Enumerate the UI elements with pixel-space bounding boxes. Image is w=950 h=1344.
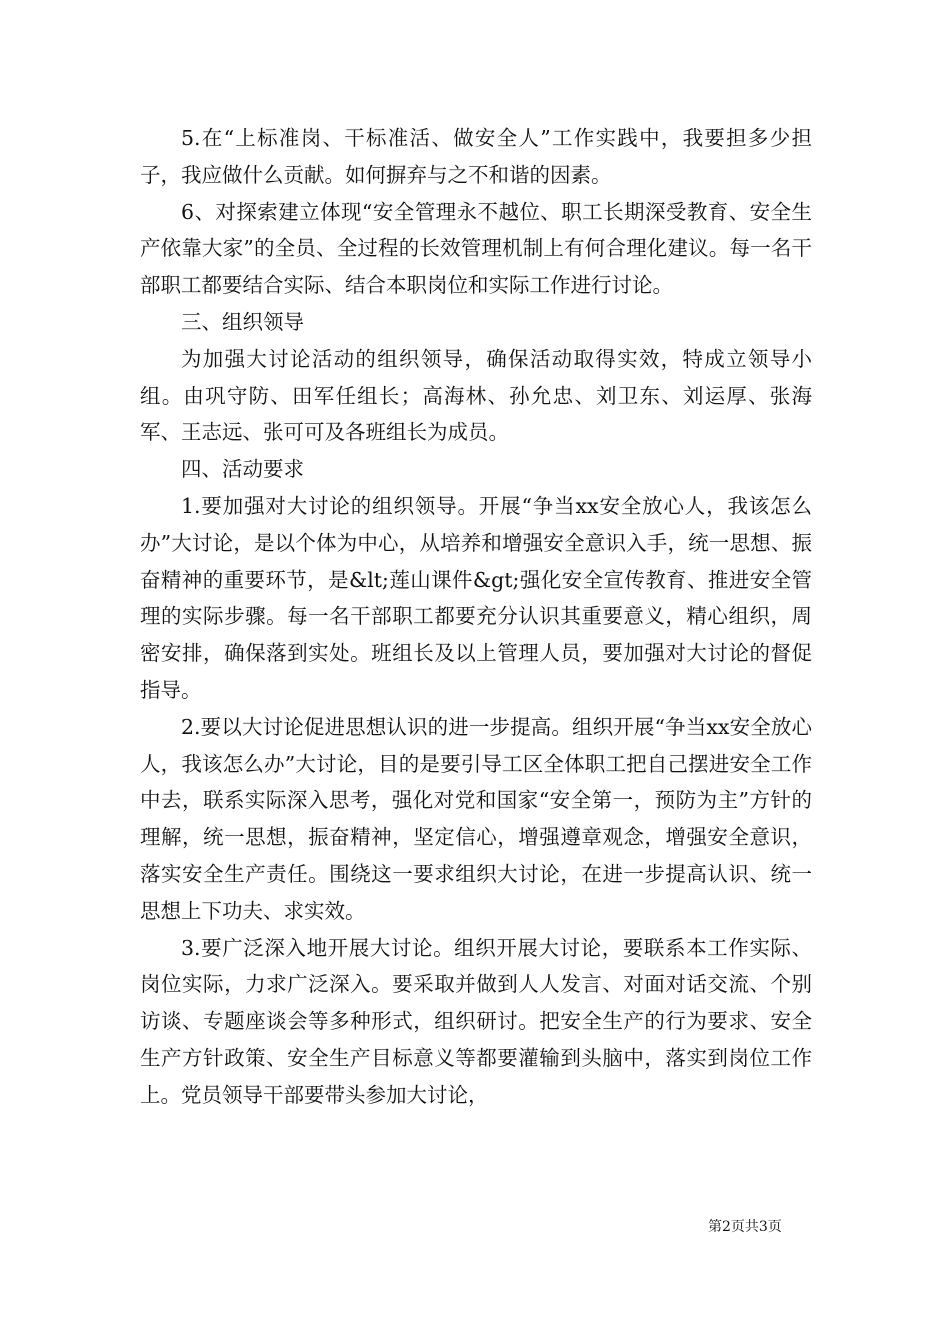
paragraph-requirement-1: 1.要加强对大讨论的组织领导。开展“争当xx安全放心人，我该怎么办”大讨论，是以个体为中心，从培养和增强安全意识入手，统一思想、振奋精神的重要环节，是&lt;莲山课件&gt;强化安全宣传教育、推进安全管理的实际步骤。每一名干部职工都要充分认识其重要意义，精心组织，周密安排，确保落到实处。班组长及以上管理人员，要加强对大讨论的督促指导。 bbox=[140, 493, 812, 702]
paragraph-requirement-2: 2.要以大讨论促进思想认识的进一步提高。组织开展“争当xx安全放心人，我该怎么办”大讨论，目的是要引导工区全体职工把自己摆进安全工作中去，联系实际深入思考，强化对党和国家“安全第一，预防为主”方针的理解，统一思想，振奋精神，坚定信心，增强遵章观念，增强安全意识，落实安全生产责任。围绕这一要求组织大讨论，在进一步提高认识、统一思想上下功夫、求实效。 bbox=[140, 714, 812, 923]
section-heading-requirements: 四、活动要求 bbox=[181, 457, 304, 482]
document-body bbox=[140, 120, 812, 1114]
section-heading-organization: 三、组织领导 bbox=[181, 309, 304, 334]
paragraph-item-6: 6、对探索建立体现“安全管理永不越位、职工长期深受教育、安全生产依靠大家”的全员、全过程的长效管理机制上有何合理化建议。每一名干部职工都要结合实际、结合本职岗位和实际工作进行讨论。 bbox=[140, 199, 812, 298]
page-number-footer: 第2页共3页 bbox=[708, 1219, 782, 1235]
paragraph-item-5: 5.在“上标准岗、干标准活、做安全人”工作实践中，我要担多少担子，我应做什么贡献。如何摒弃与之不和谐的因素。 bbox=[140, 126, 812, 187]
paragraph-requirement-3: 3.要广泛深入地开展大讨论。组织开展大讨论，要联系本工作实际、岗位实际，力求广泛深入。要采取并做到人人发言、对面对话交流、个别访谈、专题座谈会等多种形式，组织研讨。把安全生产的行为要求、安全生产方针政策、安全生产目标意义等都要灌输到头脑中，落实到岗位工作上。党员领导干部要带头参加大讨论， bbox=[140, 935, 812, 1107]
paragraph-organization: 为加强大讨论活动的组织领导，确保活动取得实效，特成立领导小组。由巩守防、田军任组长；高海林、孙允忠、刘卫东、刘运厚、张海军、王志远、张可可及各班组长为成员。 bbox=[140, 346, 812, 445]
